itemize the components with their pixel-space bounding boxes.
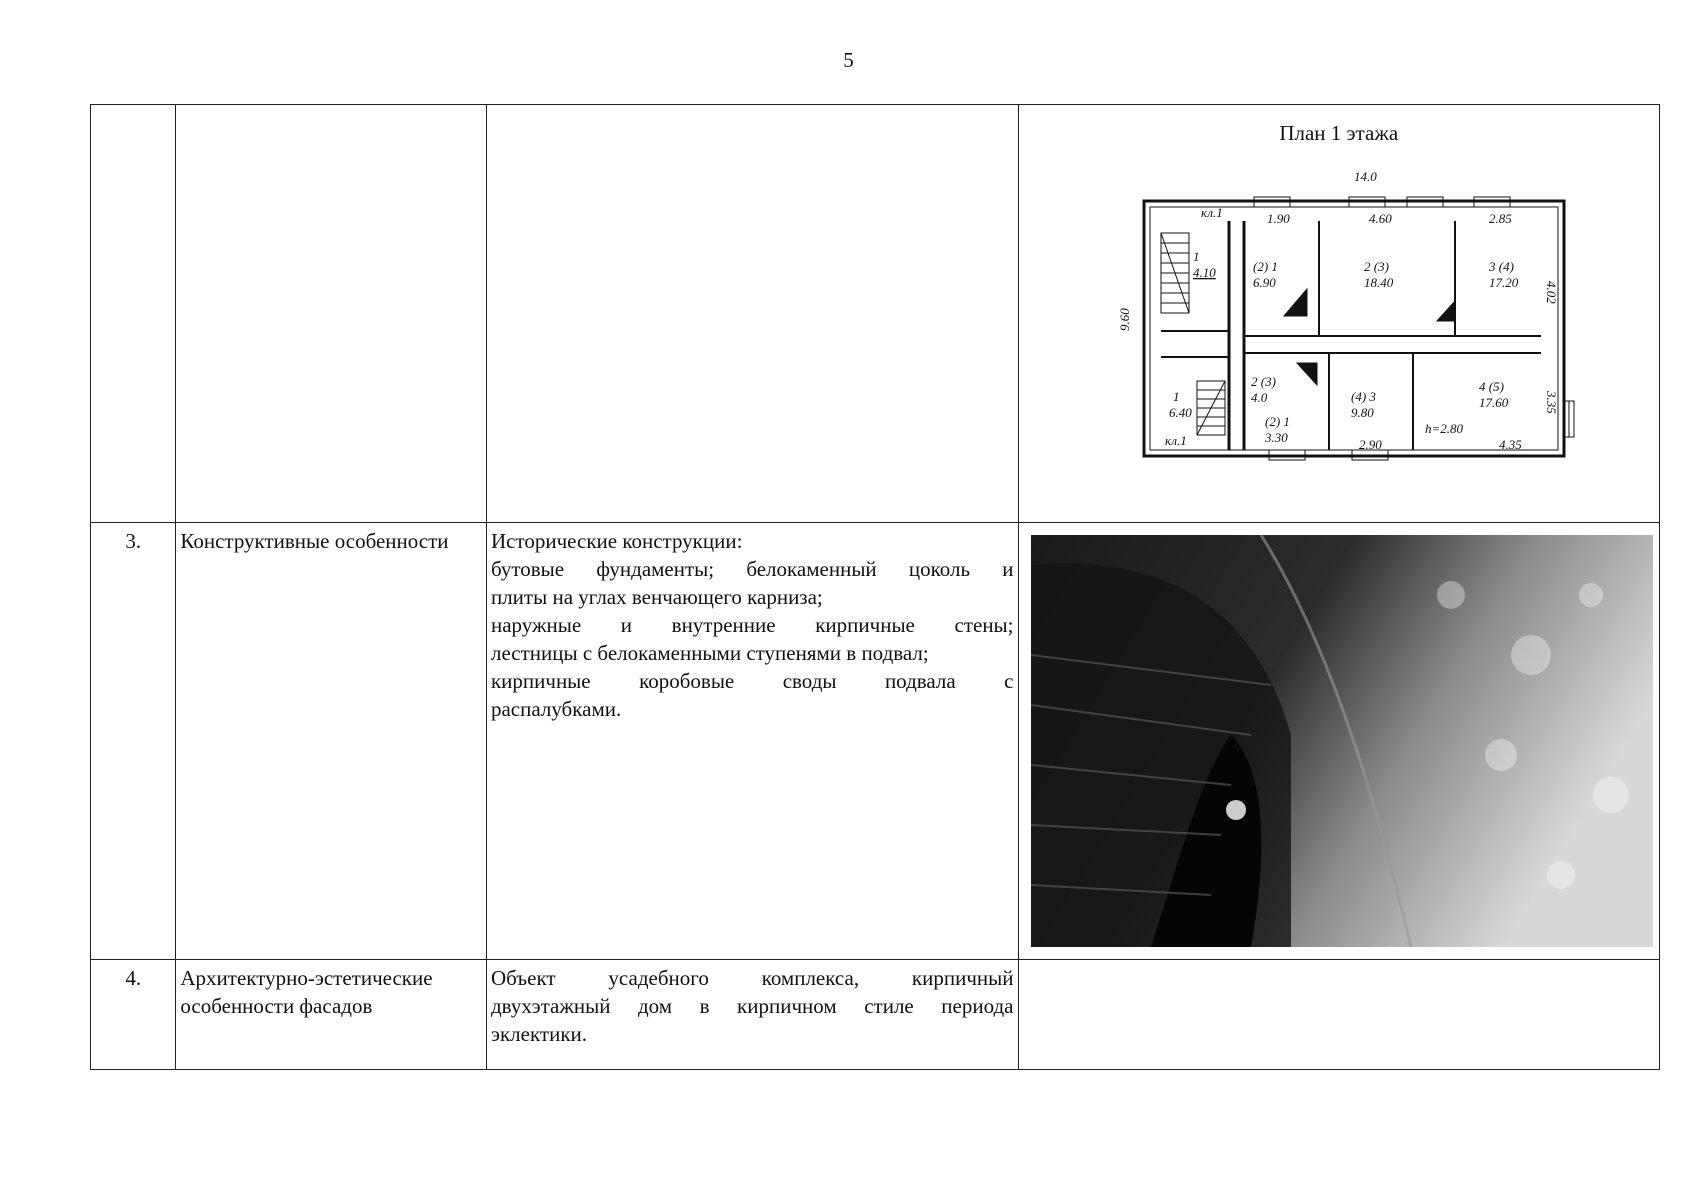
plan-dim: 4.02 xyxy=(1543,281,1559,304)
plan-note: кл.1 xyxy=(1164,433,1187,448)
plan-room-area: 4.0 xyxy=(1250,390,1267,405)
plan-room-area: 4.10 xyxy=(1192,265,1216,280)
desc-line: плиты на углах венчающего карниза; xyxy=(490,585,823,609)
plan-dim: 2.85 xyxy=(1488,211,1512,226)
plan-room-area: 9.80 xyxy=(1350,405,1374,420)
table-row-3 xyxy=(91,523,1660,960)
plan-dim-height: 9.60 xyxy=(1116,308,1132,331)
plan-stair-upper xyxy=(1161,233,1189,313)
row-description xyxy=(486,523,1018,960)
cell-plan xyxy=(1018,105,1660,523)
plan-room-label: (4) 3 xyxy=(1350,389,1376,404)
desc-line: распалубками. xyxy=(490,697,622,721)
document-table xyxy=(90,104,1660,1070)
row-number: 4. xyxy=(91,960,176,1070)
plan-room-label: 1 xyxy=(1192,249,1200,264)
plan-dim: 3.35 xyxy=(1543,391,1559,414)
row-number: 3. xyxy=(91,523,176,960)
plan-room-label: (2) 1 xyxy=(1264,414,1290,429)
row-title: Архитектурно-эстетические особенности фасадов xyxy=(176,960,487,1070)
plan-stair-lower xyxy=(1197,381,1225,435)
plan-stove xyxy=(1284,289,1307,316)
basement-vault-photo xyxy=(1031,535,1653,947)
page-number: 5 xyxy=(843,48,854,72)
cell-desc-empty xyxy=(486,105,1018,523)
plan-note: h=2.80 xyxy=(1424,421,1463,436)
plan-room-label: 2 (3) xyxy=(1363,259,1389,274)
plan-room-label: 4 (5) xyxy=(1478,379,1504,394)
plan-dim: 4.35 xyxy=(1498,437,1522,452)
plan-room-label: 1 xyxy=(1172,389,1180,404)
row-description xyxy=(486,960,1018,1070)
plan-room-label: 3 (4) xyxy=(1488,259,1514,274)
cell-photo xyxy=(1018,523,1660,960)
plan-room-area: 6.90 xyxy=(1252,275,1276,290)
plan-dim: 2.90 xyxy=(1358,437,1382,452)
floor-plan-drawing xyxy=(1069,161,1609,481)
plan-title: План 1 этажа xyxy=(1279,121,1399,145)
plan-dim-total-width: 14.0 xyxy=(1353,169,1377,184)
plan-room-area: 17.60 xyxy=(1478,395,1508,410)
plan-stove xyxy=(1437,301,1455,321)
plan-note: кл.1 xyxy=(1200,205,1223,220)
plan-dim: 1.90 xyxy=(1266,211,1290,226)
plan-room-area: 6.40 xyxy=(1168,405,1192,420)
plan-room-area: 17.20 xyxy=(1488,275,1518,290)
table-row-4 xyxy=(91,960,1660,1070)
desc-line: кирпичные коробовые своды подвала с xyxy=(490,669,1014,693)
desc-line: бутовые фундаменты; белокаменный цоколь и xyxy=(490,557,1014,581)
desc-line: лестницы с белокаменными ступенями в подвал; xyxy=(490,641,929,665)
cell-title-empty xyxy=(176,105,487,523)
plan-dim: 4.60 xyxy=(1368,211,1392,226)
desc-line: Исторические конструкции: xyxy=(490,529,743,553)
desc-line: эклектики. xyxy=(490,1022,588,1046)
plan-room-area: 18.40 xyxy=(1363,275,1393,290)
row-title: Конструктивные особенности xyxy=(176,523,487,960)
desc-line: Объект усадебного комплекса, кирпичный xyxy=(490,966,1014,990)
plan-room-label: (2) 1 xyxy=(1252,259,1278,274)
desc-line: наружные и внутренние кирпичные стены; xyxy=(490,613,1014,637)
cell-number-empty xyxy=(91,105,176,523)
plan-room-label: 2 (3) xyxy=(1250,374,1276,389)
cell-empty xyxy=(1018,960,1660,1070)
plan-stove xyxy=(1297,363,1317,385)
plan-room-area: 3.30 xyxy=(1264,430,1288,445)
table-row-plan xyxy=(91,105,1660,523)
desc-line: двухэтажный дом в кирпичном стиле периода xyxy=(490,994,1014,1018)
